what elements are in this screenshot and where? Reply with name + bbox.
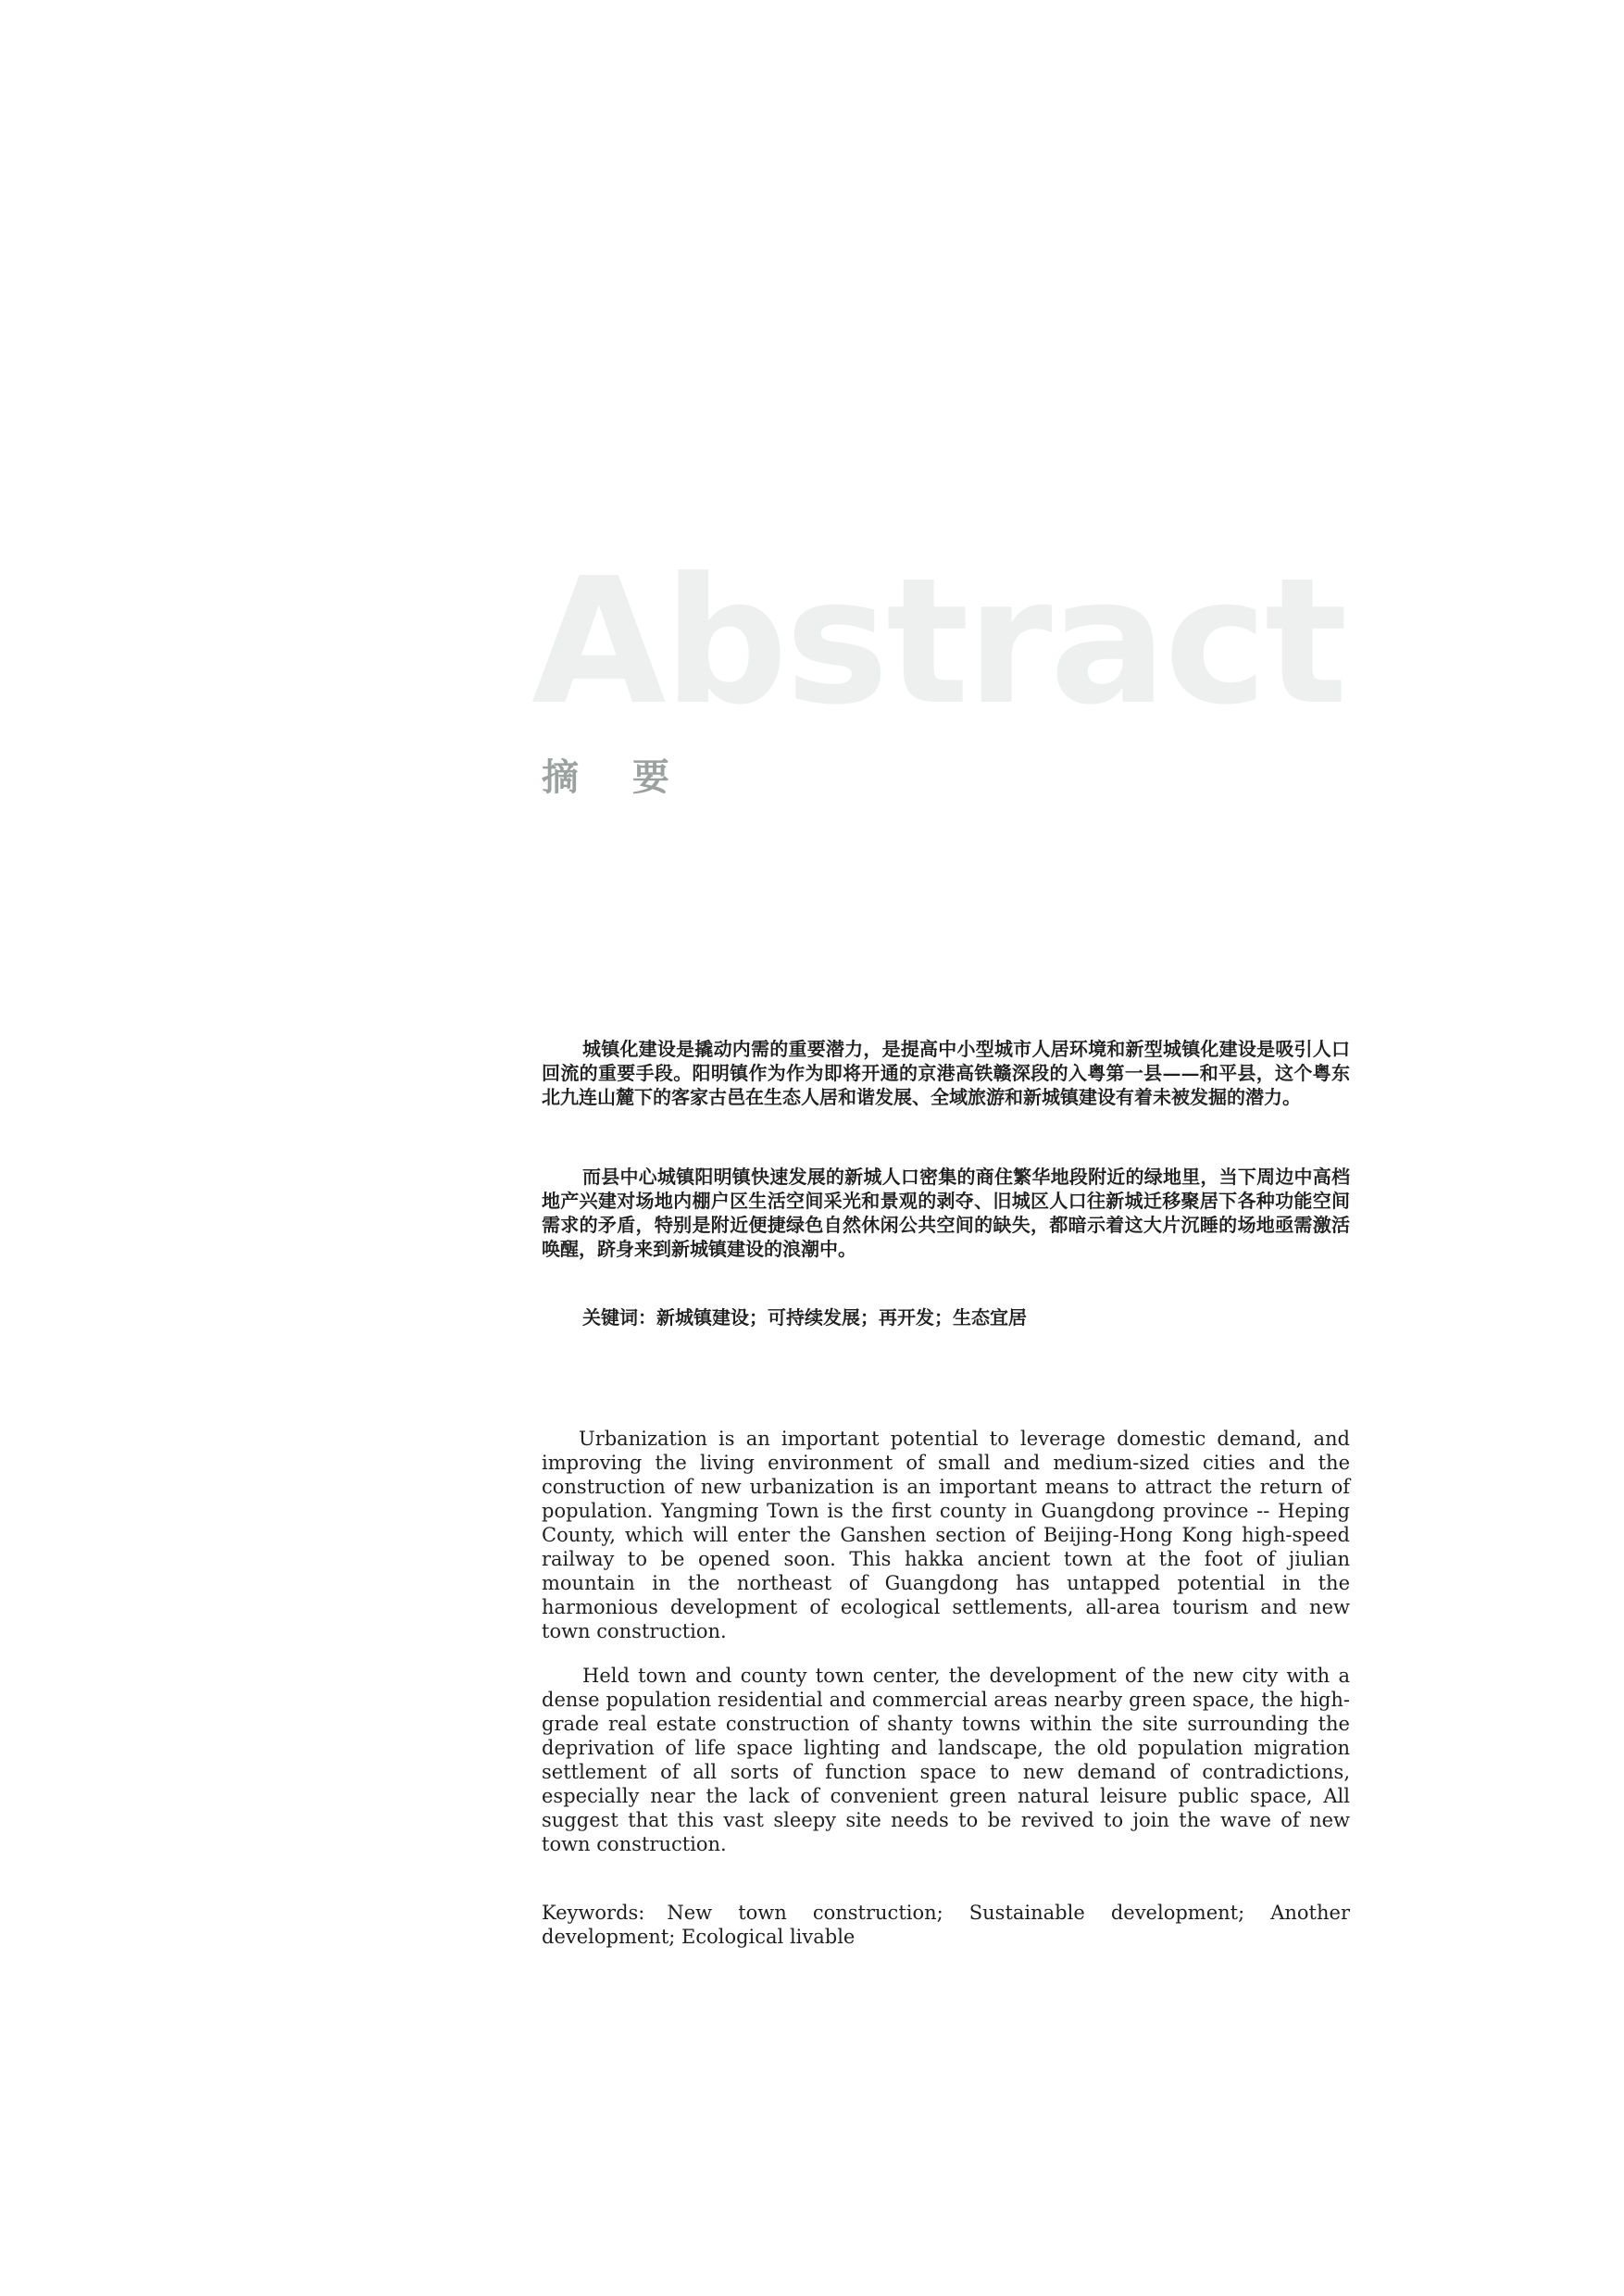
abstract-watermark-title: Abstract bbox=[531, 541, 1345, 743]
english-abstract-paragraph-1: Urbanization is an important potential to leverage domestic demand, and improving the living environment of small and medium-sized cities and the construction of new urbanization is an important means to attract the return of population. Yangming Town is the first county in Guangdong province -- Heping County, which will enter the Ganshen section of Beijing-Hong Kong high-speed railway to be opened soon. This hakka ancient town at the foot of jiulian mountain in the northeast of Guangdong has untapped potential in the harmonious development of ecological settlements, all-area tourism and new town construction. bbox=[542, 1428, 1350, 1642]
chinese-abstract-paragraph-2: 而县中心城镇阳明镇快速发展的新城人口密集的商住繁华地段附近的绿地里，当下周边中高档地产兴建对场地内棚户区生活空间采光和景观的剥夺、旧城区人口往新城迁移聚居下各种功能空间需求的矛盾，特别是附近便捷绿色自然休闲公共空间的缺失，都暗示着这大片沉睡的场地亟需激活唤醒，跻身来到新城镇建设的浪潮中。 bbox=[542, 1166, 1350, 1260]
english-keywords bbox=[542, 1901, 1350, 1949]
chinese-keywords: 关键词：新城镇建设；可持续发展；再开发；生态宜居 bbox=[582, 1306, 1027, 1329]
english-keywords-label: Keywords: bbox=[542, 1902, 645, 1924]
english-abstract-paragraph-2: Held town and county town center, the development of the new city with a dense population residential and commercial areas nearby green space, the high-grade real estate construction of shanty towns within the site surrounding the deprivation of life space lighting and landscape, the old population migration settlement of all sorts of function space to new demand of contradictions, especially near the lack of convenient green natural leisure public space, All suggest that this vast sleepy site needs to be revived to join the wave of new town construction. bbox=[542, 1665, 1350, 1855]
chinese-abstract-paragraph-1: 城镇化建设是撬动内需的重要潜力，是提高中小型城市人居环境和新型城镇化建设是吸引人口回流的重要手段。阳明镇作为作为即将开通的京港高铁赣深段的入粤第一县——和平县，这个粤东北九连山麓下的客家古邑在生态人居和谐发展、全域旅游和新城镇建设有着未被发掘的潜力。 bbox=[542, 1038, 1350, 1108]
english-keywords-list: New town construction; Sustainable development; Another development; Ecological livable bbox=[542, 1902, 1350, 1948]
chinese-abstract-heading: 摘 要 bbox=[542, 755, 690, 799]
